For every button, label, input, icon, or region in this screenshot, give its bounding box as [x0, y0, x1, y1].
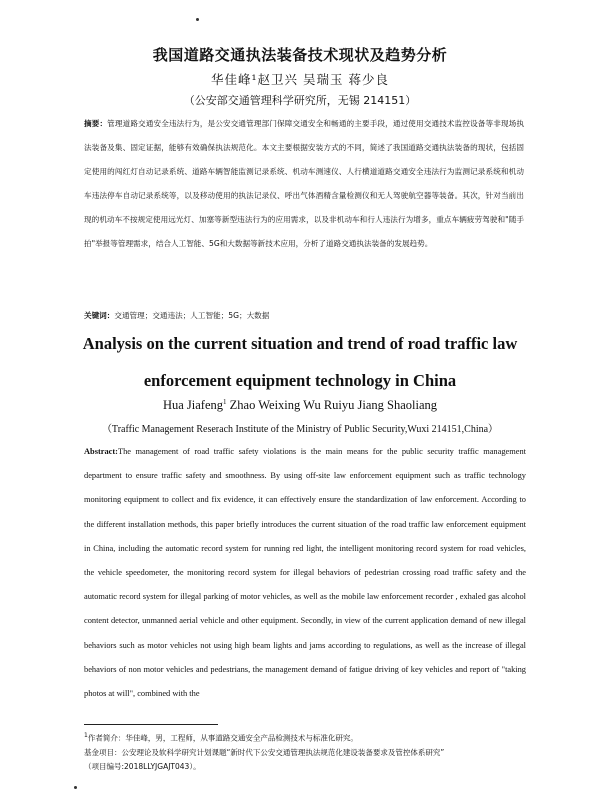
- chinese-abstract: [84, 112, 524, 256]
- chinese-keywords-label: 关键词：: [84, 311, 115, 320]
- chinese-keywords-text: 交通管理；交通违法；人工智能；5G；大数据: [114, 311, 270, 320]
- chinese-keywords: [84, 310, 524, 321]
- chinese-title: 我国道路交通执法装备技术现状及趋势分析: [152, 46, 448, 64]
- chinese-abstract-text: 管理道路交通安全违法行为，是公安交通管理部门保障交通安全和畅通的主要手段，通过使用交通技术监控设备等非现场执法装备及集、固定证据，能够有效确保执法规范化。本文主要根据安装方式的不同，简述了我国道路交通执法装备的现状，包括固定使用的闯红灯自动记录系统、道路车辆智能监测记录系统、机动车测速仪、人行横道道路交通安全违法行为监测记录系统和机动车违法停车自动记录系统等，以及移动使用的执法记录仪、呼出气体酒精含量检测仪和无人驾驶航空器等装备。其次，针对当前出现的机动车不按规定使用远光灯、加塞等新型违法行为的应用需求，以及非机动车和行人违法行为增多，重点车辆疲劳驾驶和"随手拍"举报等管理需求，结合人工智能、5G和大数据等新技术应用，分析了道路交通执法装备的发展趋势。: [84, 119, 525, 248]
- scan-speck: [196, 18, 199, 21]
- english-abstract-label: Abstract:: [84, 447, 118, 456]
- english-authors: [0, 398, 600, 413]
- chinese-authors: 华佳峰¹赵卫兴 吴瑞玉 蒋少良: [211, 72, 389, 87]
- english-abstract: [84, 440, 526, 706]
- footnote-mark: 1: [84, 732, 88, 739]
- footnote-divider: [84, 724, 218, 725]
- author-footnote-mark: 1: [223, 398, 227, 406]
- english-coauthors: Zhao Weixing Wu Ruiyu Jiang Shaoliang: [226, 398, 438, 413]
- footnote-project-number: （项目编号:2018LLYJGAJT043）。: [84, 761, 201, 771]
- footnote-fund: 基金项目：公安理论及软科学研究计划课题“新时代下公安交通管理执法规范化建设装备要求及管控体系研究”: [84, 747, 445, 757]
- english-first-author: Hua Jiafeng: [162, 398, 224, 413]
- scan-speck: [74, 786, 77, 789]
- footnotes: [84, 729, 534, 774]
- footnote-author-text: 作者简介：华佳峰，男，工程师，从事道路交通安全产品检测技术与标准化研究。: [87, 733, 358, 743]
- english-title-line-2: enforcement equipment technology in China: [143, 371, 457, 390]
- english-title-line-1: Analysis on the current situation and trend of road traffic law: [82, 334, 518, 353]
- chinese-affiliation: （公安部交通管理科学研究所，无锡 214151）: [183, 94, 417, 107]
- chinese-abstract-label: 摘要：: [84, 119, 108, 128]
- footnote-author-info: [84, 729, 534, 746]
- english-abstract-text: The management of road traffic safety violations is the main means for the public security traffic management department to ensure traffic safety and smoothness. By using off-site law enforcement equipment such as traffic technology monitoring equipment to collect and fix evidence, it can effectively ensure the standardization of law enforcement. According to the different installation methods, this paper briefly introduces the current situation of the road traffic law enforcement equipment in China, including the automatic record system for running red light, the intelligent monitoring record system for road vehicles, the vehicle speedometer, the monitoring record system for illegal behaviors of pedestrian crossing road traffic safety and the automatic record system for illegal parking of motor vehicles, as well as the mobile law enforcement recorder , exhaled gas alcohol content detector, unmanned aerial vehicle and other equipment. Secondly, in view of the current application demand of new illegal behaviors such as motor vehicles not using high beam lights and jams according to regulations, as well as the increase of illegal behaviors of non motor vehicles and pedestrians, the management demand of fatigue driving of key vehicles and report of "taking photos at will", combined with the: [84, 447, 526, 699]
- english-affiliation: （Traffic Management Reserach Institute of the Ministry of Public Security,Wuxi 214151,China）: [101, 424, 499, 435]
